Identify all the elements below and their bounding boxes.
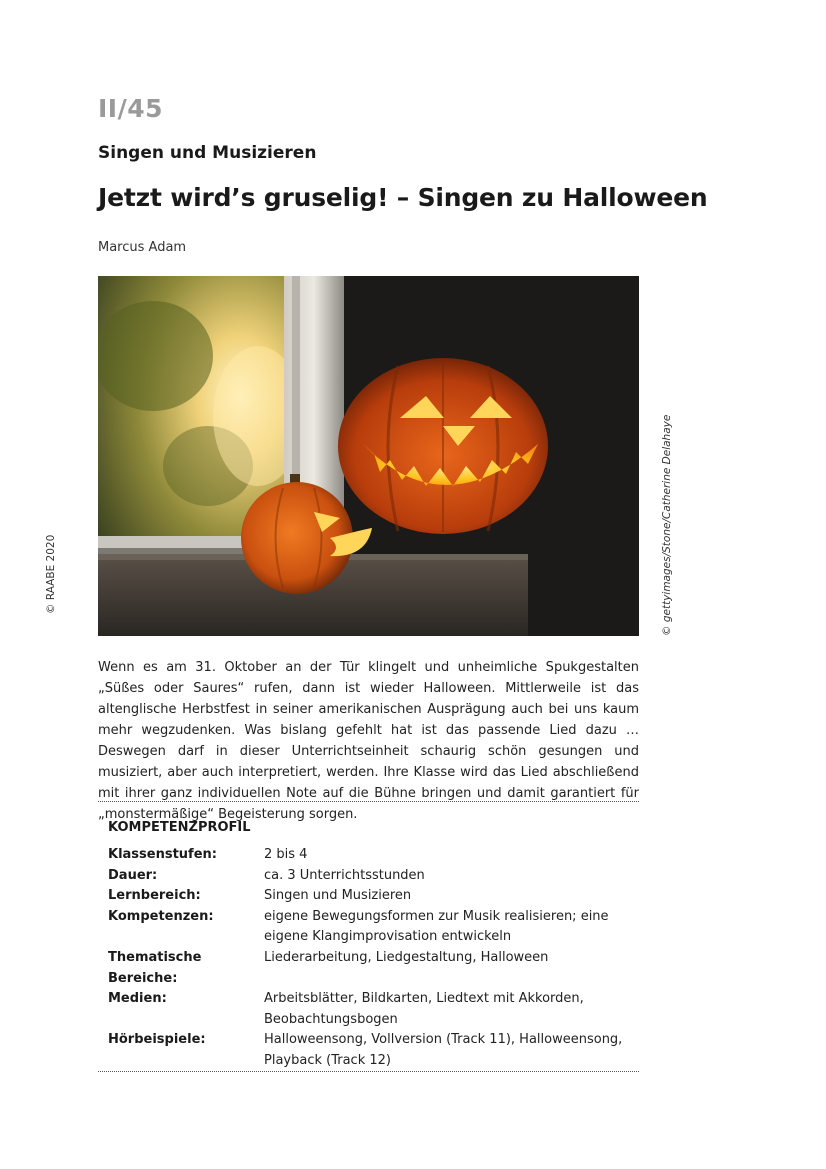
page-number: II/45 <box>98 94 164 123</box>
profile-row-learning-area <box>108 886 638 907</box>
divider-top <box>98 801 639 802</box>
profile-value: 2 bis 4 <box>264 847 308 862</box>
profile-row-duration <box>108 866 638 887</box>
profile-value: Arbeitsblätter, Bildkarten, Liedtext mit Akkorden, Beobachtungsbogen <box>264 991 584 1027</box>
author-name: Marcus Adam <box>98 240 187 255</box>
profile-value: Singen und Musizieren <box>264 888 412 904</box>
profile-row-audio-examples <box>108 1030 638 1071</box>
profile-value: ca. 3 Unterrichtsstunden <box>264 867 425 883</box>
profile-row-topics <box>108 948 638 989</box>
profile-value: Halloweensong, Vollversion (Track 11), Halloweensong, Playback (Track 12) <box>264 1032 623 1068</box>
profile-label: Lernbereich: <box>108 888 201 904</box>
profile-value: eigene Bewegungsformen zur Musik realisieren; eine eigene Klangimprovisation entwickeln <box>264 908 609 945</box>
profile-label: Thematische Bereiche: <box>108 949 202 986</box>
competence-profile <box>108 820 638 1072</box>
profile-label: Hörbeispiele: <box>108 1032 206 1048</box>
profile-row-media <box>108 989 638 1030</box>
section-title: Singen und Musizieren <box>98 143 317 163</box>
page-title: Jetzt wird’s gruselig! – Singen zu Halloween <box>98 183 708 212</box>
profile-label: Dauer: <box>108 867 158 883</box>
divider-bottom <box>98 1071 639 1072</box>
profile-row-competences <box>108 907 638 948</box>
intro-paragraph: Wenn es am 31. Oktober an der Tür klingelt und unheimliche Spukgestalten „Süßes oder Saures“ rufen, dann ist wieder Halloween. Mittlerweile ist das altenglische Herbstfest in seiner amerikanischen Ausprägung auch bei uns kaum mehr wegzudenken. Was bislang gefehlt hat ist das passende Lied dazu … Deswegen darf in dieser Unterrichtseinheit schaurig schön gesungen und musiziert, aber auch interpretiert, werden. Ihre Klasse wird das Lied abschließend mit ihrer ganz individuellen Note auf die Bühne bringen und damit garantiert für „monstermäßige“ Begeisterung sorgen. <box>98 660 639 822</box>
halloween-pumpkins-photo <box>98 276 639 636</box>
profile-label: Klassenstufen: <box>108 847 217 862</box>
profile-label: Kompetenzen: <box>108 908 214 924</box>
profile-label: Medien: <box>108 991 167 1007</box>
profile-row-grade <box>108 845 638 866</box>
profile-value: Liederarbeitung, Liedgestaltung, Halloween <box>264 949 549 965</box>
copyright-notice: © RAABE 2020 <box>45 534 57 614</box>
photo-credit: © gettyimages/Stone/Catherine Delahaye <box>661 414 673 636</box>
profile-heading: KOMPETENZPROFIL <box>108 820 251 835</box>
